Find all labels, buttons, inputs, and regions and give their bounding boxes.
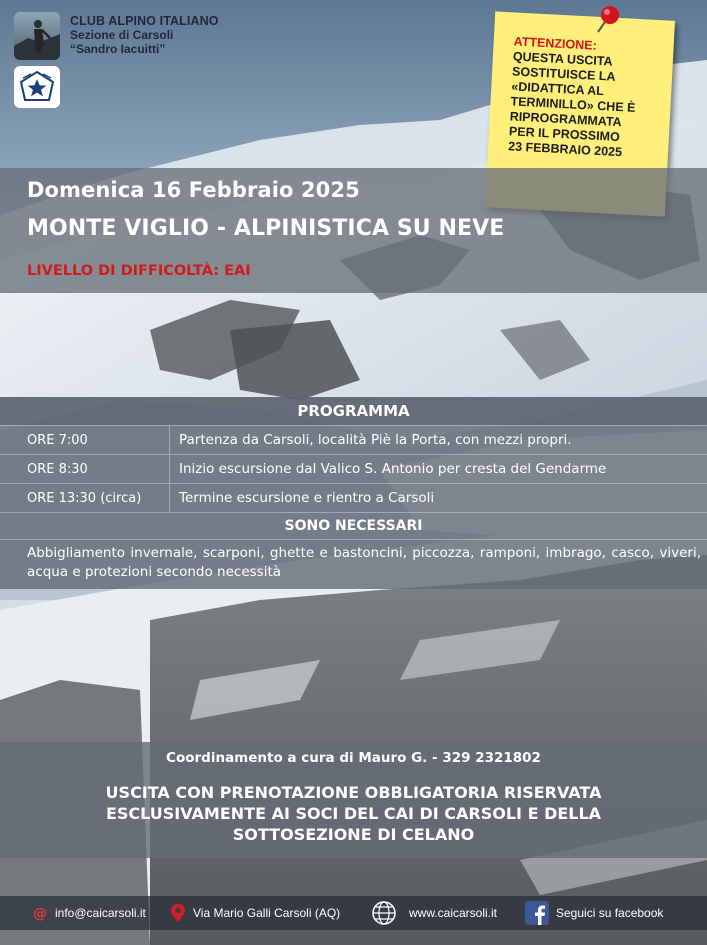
program-time: ORE 7:00 <box>0 426 170 454</box>
facebook-icon <box>525 901 549 925</box>
pushpin-icon <box>588 2 624 38</box>
booking-notice-line: SOTTOSEZIONE DI CELANO <box>232 825 475 844</box>
club-section: Sezione di Carsoli <box>70 28 174 42</box>
booking-notice-line: ESCLUSIVAMENTE AI SOCI DEL CAI DI CARSOLI E DELLA <box>105 804 602 823</box>
facebook-link[interactable]: Seguici su facebook <box>556 906 664 920</box>
booking-notice <box>0 782 707 845</box>
club-name: CLUB ALPINO ITALIANO <box>70 14 219 28</box>
coordinator-contact: Coordinamento a cura di Mauro G. - 329 2321802 <box>166 750 541 766</box>
booking-notice-line: USCITA CON PRENOTAZIONE OBBLIGATORIA RISERVATA <box>105 783 602 802</box>
attention-line: PER IL PROSSIMO <box>508 124 621 145</box>
attention-line: QUESTA USCITA <box>512 49 613 69</box>
attention-title: ATTENZIONE: <box>513 34 598 53</box>
table-row <box>0 425 707 454</box>
program-description: Partenza da Carsoli, località Piè la Porta, con mezzi propri. <box>179 432 572 448</box>
footer-email[interactable] <box>32 897 146 929</box>
table-row <box>0 483 707 512</box>
program-heading: PROGRAMMA <box>0 397 707 425</box>
program-description: Inizio escursione dal Valico S. Antonio per cresta del Gendarme <box>179 461 607 477</box>
footer-facebook[interactable] <box>525 897 663 929</box>
footer-address <box>170 897 340 929</box>
address-text: Via Mario Galli Carsoli (AQ) <box>193 906 341 920</box>
website-link[interactable]: www.caicarsoli.it <box>409 906 498 920</box>
attention-line: 23 FEBBRAIO 2025 <box>507 139 623 160</box>
program-time: ORE 13:30 (circa) <box>0 484 170 512</box>
program-time: ORE 8:30 <box>0 455 170 483</box>
attention-line: SOSTITUISCE LA <box>511 64 616 84</box>
club-heading <box>70 14 219 56</box>
cai-logo <box>14 66 60 108</box>
map-pin-icon <box>170 903 186 923</box>
email-at-icon <box>32 905 48 921</box>
cai-star-emblem-icon <box>19 70 55 104</box>
club-photo <box>14 12 60 60</box>
attention-line: TERMINILLO» CHE È <box>510 94 636 115</box>
event-title: MONTE VIGLIO - ALPINISTICA SU NEVE <box>27 216 505 241</box>
email-link[interactable]: info@caicarsoli.it <box>55 906 146 920</box>
attention-line: «DIDATTICA AL <box>510 79 605 99</box>
difficulty-level: LIVELLO DI DIFFICOLTÀ: EAI <box>27 263 251 279</box>
climber-icon <box>14 12 60 60</box>
svg-text:@: @ <box>33 906 47 921</box>
program-description: Termine escursione e rientro a Carsoli <box>179 490 435 506</box>
program-table <box>0 397 707 589</box>
club-section-name: “Sandro Iacuitti” <box>70 42 166 56</box>
attention-line: RIPROGRAMMATA <box>509 109 623 130</box>
requirements-text: Abbigliamento invernale, scarponi, ghette e bastoncini, piccozza, ramponi, imbrago, casco, viveri, acqua e protezioni secondo necessità <box>0 539 707 589</box>
table-row <box>0 454 707 483</box>
event-date: Domenica 16 Febbraio 2025 <box>27 178 360 202</box>
requirements-heading: SONO NECESSARI <box>0 512 707 539</box>
footer-website[interactable] <box>371 897 497 929</box>
globe-icon <box>371 900 397 926</box>
